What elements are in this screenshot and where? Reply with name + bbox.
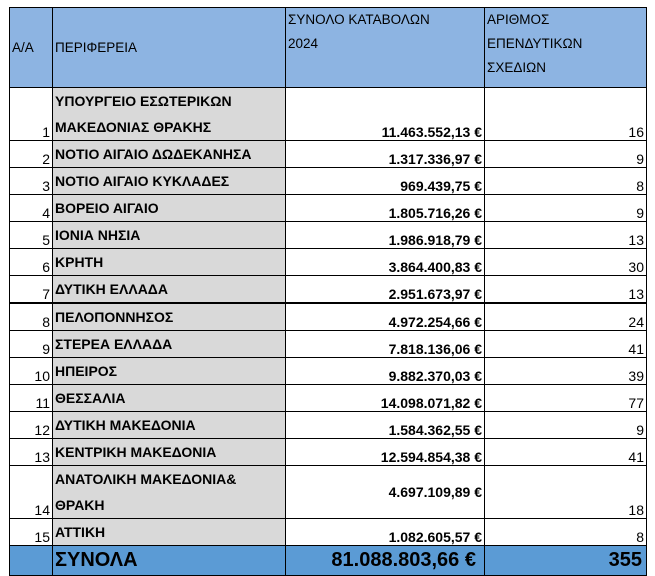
table-row bbox=[10, 519, 647, 546]
row-amount: 969.439,75 € bbox=[286, 168, 485, 195]
row-region-line1: ΥΠΟΥΡΓΕΙΟ ΕΣΩΤΕΡΙΚΩΝ bbox=[55, 93, 232, 109]
table-row bbox=[10, 249, 647, 276]
row-count: 41 bbox=[485, 439, 647, 466]
header-region: ΠΕΡΙΦΕΡΕΙΑ bbox=[53, 8, 286, 88]
row-amount: 9.882.370,03 € bbox=[286, 358, 485, 385]
row-count: 9 bbox=[485, 412, 647, 439]
row-num: 13 bbox=[10, 439, 53, 466]
row-amount: 14.098.071,82 € bbox=[286, 385, 485, 412]
header-count bbox=[485, 8, 647, 88]
row-count: 41 bbox=[485, 331, 647, 358]
row-amount: 7.818.136,06 € bbox=[286, 331, 485, 358]
row-num: 10 bbox=[10, 358, 53, 385]
row-amount: 4.697.109,89 € bbox=[286, 466, 485, 519]
header-row bbox=[10, 8, 647, 88]
table-row bbox=[10, 466, 647, 519]
row-count: 13 bbox=[485, 222, 647, 249]
row-num: 8 bbox=[10, 303, 53, 331]
header-count-line2: ΕΠΕΝΔΥΤΙΚΩΝ bbox=[487, 36, 583, 51]
row-count: 30 bbox=[485, 249, 647, 276]
row-region: ΝΟΤΙΟ ΑΙΓΑΙΟ ΚΥΚΛΑΔΕΣ bbox=[53, 168, 286, 195]
row-num: 12 bbox=[10, 412, 53, 439]
row-region: ΙΟΝΙΑ ΝΗΣΙΑ bbox=[53, 222, 286, 249]
row-count: 77 bbox=[485, 385, 647, 412]
row-amount: 11.463.552,13 € bbox=[286, 88, 485, 141]
row-region: ΚΡΗΤΗ bbox=[53, 249, 286, 276]
row-count: 24 bbox=[485, 303, 647, 331]
row-region bbox=[53, 88, 286, 141]
total-row bbox=[10, 546, 647, 576]
table-row bbox=[10, 222, 647, 249]
row-amount: 1.986.918,79 € bbox=[286, 222, 485, 249]
header-count-line1: ΑΡΙΘΜΟΣ bbox=[487, 12, 550, 27]
row-num: 14 bbox=[10, 466, 53, 519]
row-region: ΝΟΤΙΟ ΑΙΓΑΙΟ ΔΩΔΕΚΑΝΗΣΑ bbox=[53, 141, 286, 168]
row-count: 18 bbox=[485, 466, 647, 519]
row-amount: 12.594.854,38 € bbox=[286, 439, 485, 466]
table-row bbox=[10, 168, 647, 195]
row-num: 2 bbox=[10, 141, 53, 168]
row-region: ΔΥΤΙΚΗ ΕΛΛΑΔΑ bbox=[53, 276, 286, 304]
row-amount: 1.584.362,55 € bbox=[286, 412, 485, 439]
row-region-line1: ΑΝΑΤΟΛΙΚΗ ΜΑΚΕΔΟΝΙΑ& bbox=[55, 471, 237, 487]
header-amount bbox=[286, 8, 485, 88]
table-row bbox=[10, 276, 647, 304]
row-region: ΠΕΛΟΠΟΝΝΗΣΟΣ bbox=[53, 303, 286, 331]
payments-table bbox=[9, 7, 647, 576]
row-amount: 2.951.673,97 € bbox=[286, 276, 485, 304]
row-region: ΣΤΕΡΕΑ ΕΛΛΑΔΑ bbox=[53, 331, 286, 358]
row-num: 1 bbox=[10, 88, 53, 141]
header-amount-line1: ΣΥΝΟΛΟ ΚΑΤΑΒΟΛΩΝ bbox=[288, 12, 430, 27]
row-count: 16 bbox=[485, 88, 647, 141]
header-count-line3: ΣΧΕΔΙΩΝ bbox=[487, 60, 546, 75]
row-num: 6 bbox=[10, 249, 53, 276]
total-amount: 81.088.803,66 € bbox=[286, 546, 485, 576]
table-row bbox=[10, 141, 647, 168]
row-amount: 3.864.400,83 € bbox=[286, 249, 485, 276]
row-region: ΒΟΡΕΙΟ ΑΙΓΑΙΟ bbox=[53, 195, 286, 222]
row-region-line2: ΘΡΑΚΗ bbox=[55, 497, 105, 513]
row-amount: 1.317.336,97 € bbox=[286, 141, 485, 168]
table-row bbox=[10, 412, 647, 439]
row-num: 9 bbox=[10, 331, 53, 358]
row-region: ΔΥΤΙΚΗ ΜΑΚΕΔΟΝΙΑ bbox=[53, 412, 286, 439]
row-count: 9 bbox=[485, 141, 647, 168]
table-row bbox=[10, 358, 647, 385]
row-region-line2: ΜΑΚΕΔΟΝΙΑΣ ΘΡΑΚΗΣ bbox=[55, 119, 212, 135]
row-count: 8 bbox=[485, 519, 647, 546]
table-row bbox=[10, 331, 647, 358]
header-amount-line2: 2024 bbox=[288, 36, 319, 51]
row-count: 9 bbox=[485, 195, 647, 222]
row-num: 11 bbox=[10, 385, 53, 412]
row-region: ΑΤΤΙΚΗ bbox=[53, 519, 286, 546]
row-amount: 1.805.716,26 € bbox=[286, 195, 485, 222]
header-num: Α/Α bbox=[10, 8, 53, 88]
row-num: 4 bbox=[10, 195, 53, 222]
row-amount: 4.972.254,66 € bbox=[286, 303, 485, 331]
total-num-cell bbox=[10, 546, 53, 576]
row-num: 15 bbox=[10, 519, 53, 546]
row-count: 13 bbox=[485, 276, 647, 304]
row-count: 39 bbox=[485, 358, 647, 385]
total-count: 355 bbox=[485, 546, 647, 576]
row-num: 7 bbox=[10, 276, 53, 304]
total-label: ΣΥΝΟΛΑ bbox=[53, 546, 286, 576]
row-num: 5 bbox=[10, 222, 53, 249]
row-region: ΚΕΝΤΡΙΚΗ ΜΑΚΕΔΟΝΙΑ bbox=[53, 439, 286, 466]
row-num: 3 bbox=[10, 168, 53, 195]
table-row bbox=[10, 303, 647, 331]
table-row bbox=[10, 385, 647, 412]
table-row bbox=[10, 195, 647, 222]
table-row bbox=[10, 88, 647, 141]
row-count: 8 bbox=[485, 168, 647, 195]
row-region bbox=[53, 466, 286, 519]
row-amount: 1.082.605,57 € bbox=[286, 519, 485, 546]
row-region: ΗΠΕΙΡΟΣ bbox=[53, 358, 286, 385]
row-region: ΘΕΣΣΑΛΙΑ bbox=[53, 385, 286, 412]
table-row bbox=[10, 439, 647, 466]
